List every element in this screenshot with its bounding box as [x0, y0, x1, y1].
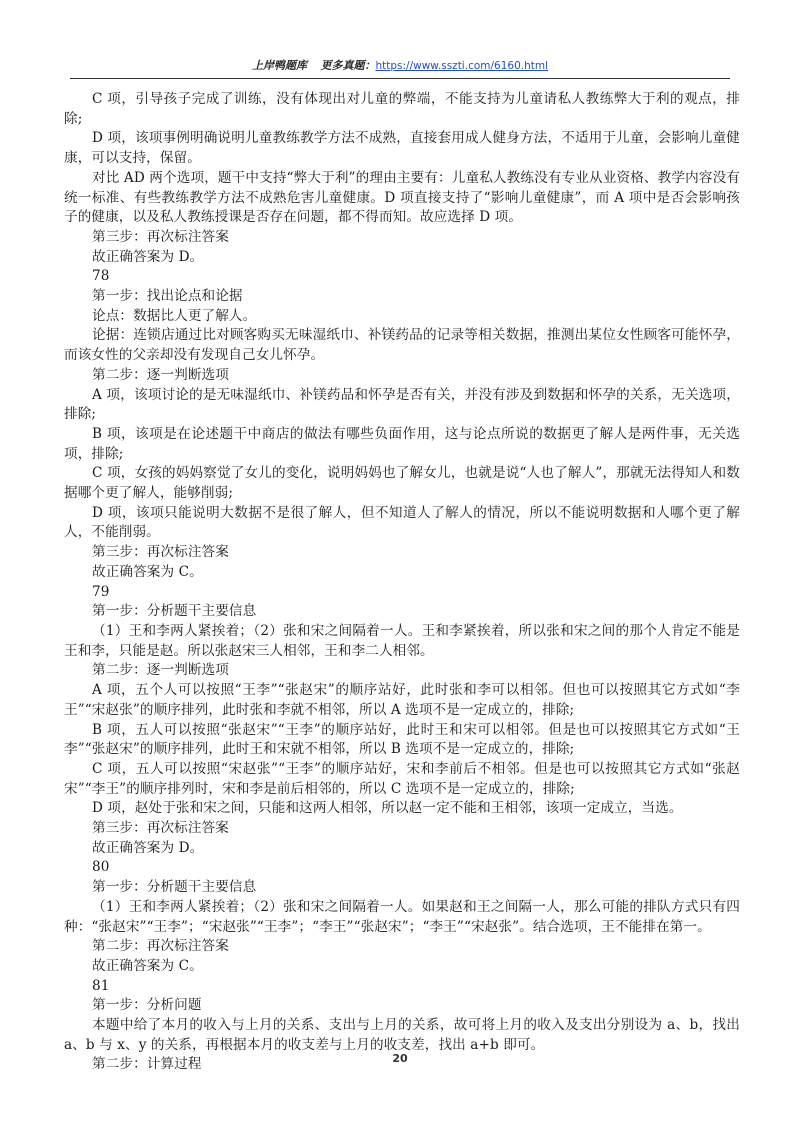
paragraph: 第一步：分析问题: [92, 997, 202, 1014]
paragraph: B 项，该项是在论述题干中商店的做法有哪些负面作用，这与论点所说的数据更了解人是两件事，无关选项，排除;: [64, 425, 740, 462]
paragraph: 第三步：再次标注答案: [92, 228, 229, 245]
paragraph: A 项，该项讨论的是无味湿纸巾、补镁药品和怀孕是否有关，并没有涉及到数据和怀孕的关系，无关选项，排除;: [64, 386, 740, 423]
paragraph: 第一步：分析题干主要信息: [92, 879, 257, 896]
paragraph: D 项，该项事例明确说明儿童教练教学方法不成熟，直接套用成人健身方法，不适用于儿童，会影响儿童健康，可以支持，保留。: [64, 130, 740, 167]
page-number: 20: [392, 1052, 408, 1065]
paragraph: C 项，引导孩子完成了训练，没有体现出对儿童的弊端，不能支持为儿童请私人教练弊大于利的观点，排除;: [64, 91, 740, 127]
paragraph: 第一步：分析题干主要信息: [92, 603, 257, 620]
paragraph: 第一步：找出论点和论据: [92, 288, 243, 305]
paragraph: 78: [92, 268, 110, 285]
paragraph: 第三步：再次标注答案: [92, 544, 229, 561]
paragraph: 第二步：再次标注答案: [92, 938, 229, 955]
paragraph: 论点：数据比人更了解人。: [92, 307, 257, 324]
paragraph: （1）王和李两人紧挨着；（2）张和宋之间隔着一人。如果赵和王之间隔一人，那么可能的排队方式只有四种：“张赵宋”“王李”；“宋赵张”“王李”；“李王”“张赵宋”；“李王”“宋赵张”。结合选项，王不能排在第一。: [64, 898, 740, 935]
document-body: [64, 90, 740, 1075]
paragraph: （1）王和李两人紧挨着；（2）张和宋之间隔着一人。王和李紧挨着，所以张和宋之间的那个人肯定不能是王和李，只能是赵。所以张赵宋三人相邻，王和李二人相邻。: [64, 622, 740, 659]
paragraph: 第二步：逐一判断选项: [92, 662, 229, 679]
paragraph: 第二步：计算过程: [92, 1056, 202, 1073]
page-header: [70, 56, 730, 79]
paragraph: D 项，赵处于张和宋之间，只能和这两人相邻，所以赵一定不能和王相邻，该项一定成立，当选。: [92, 800, 683, 817]
paragraph: 故正确答案为 D。: [92, 248, 204, 265]
paragraph: 对比 AD 两个选项，题干中支持“弊大于利”的理由主要有：儿童私人教练没有专业从业资格、教学内容没有统一标准、有些教练教学方法不成熟危害儿童健康。D 项直接支持了“影响儿童健康”，而 A 项中是否会影响孩子的健康，以及私人教练授课是否存在问题，都不得而知。故应选择 D 项。: [64, 169, 740, 226]
header-more-label: 更多真题：: [320, 59, 376, 72]
paragraph: 本题中给了本月的收入与上月的关系、支出与上月的关系，故可将上月的收入及支出分别设为 a、b，找出 a、b 与 x、y 的关系，再根据本月的收支差与上月的收支差，找出 a+b 即可。: [64, 1017, 740, 1053]
paragraph: 故正确答案为 D。: [92, 839, 204, 856]
paragraph: D 项，该项只能说明大数据不是很了解人，但不知道人了解人的情况，所以不能说明数据和人哪个更了解人，不能削弱。: [64, 504, 740, 541]
paragraph: A 项，五个人可以按照“王李”“张赵宋”的顺序站好，此时张和李可以相邻。但也可以按照其它方式如“李王”“宋赵张”的顺序排列，此时张和李就不相邻，所以 A 选项不是一定成立的，排除;: [64, 682, 740, 718]
header-url-link[interactable]: https://www.sszti.com/6160.html: [375, 60, 549, 72]
paragraph: 79: [92, 583, 110, 600]
paragraph: C 项，女孩的妈妈察觉了女儿的变化，说明妈妈也了解女儿，也就是说“人也了解人”，那就无法得知人和数据哪个更了解人，能够削弱;: [64, 465, 740, 502]
header-site-name: 上岸鸭题库: [251, 59, 307, 72]
paragraph: 第三步：再次标注答案: [92, 820, 229, 837]
paragraph: 故正确答案为 C。: [92, 957, 203, 974]
paragraph: 论据：连锁店通过比对顾客购买无味湿纸巾、补镁药品的记录等相关数据，推测出某位女性顾客可能怀孕，而该女性的父亲却没有发现自己女儿怀孕。: [64, 327, 740, 364]
paragraph: C 项，五人可以按照“宋赵张”“王李”的顺序站好，宋和李前后不相邻。但是也可以按照其它方式如“张赵宋”“李王”的顺序排列时，宋和李是前后相邻的，所以 C 选项不是一定成立的，排除;: [64, 760, 740, 797]
paragraph: 80: [92, 859, 110, 876]
paragraph: B 项，五人可以按照“张赵宋”“王李”的顺序站好，此时王和宋可以相邻。但是也可以按照其它方式如“王李”“张赵宋”的顺序排列，此时王和宋就不相邻，所以 B 选项不是一定成立的，排除;: [64, 721, 740, 758]
paragraph: 故正确答案为 C。: [92, 563, 203, 580]
paragraph: 第二步：逐一判断选项: [92, 366, 229, 383]
paragraph: 81: [92, 977, 110, 994]
